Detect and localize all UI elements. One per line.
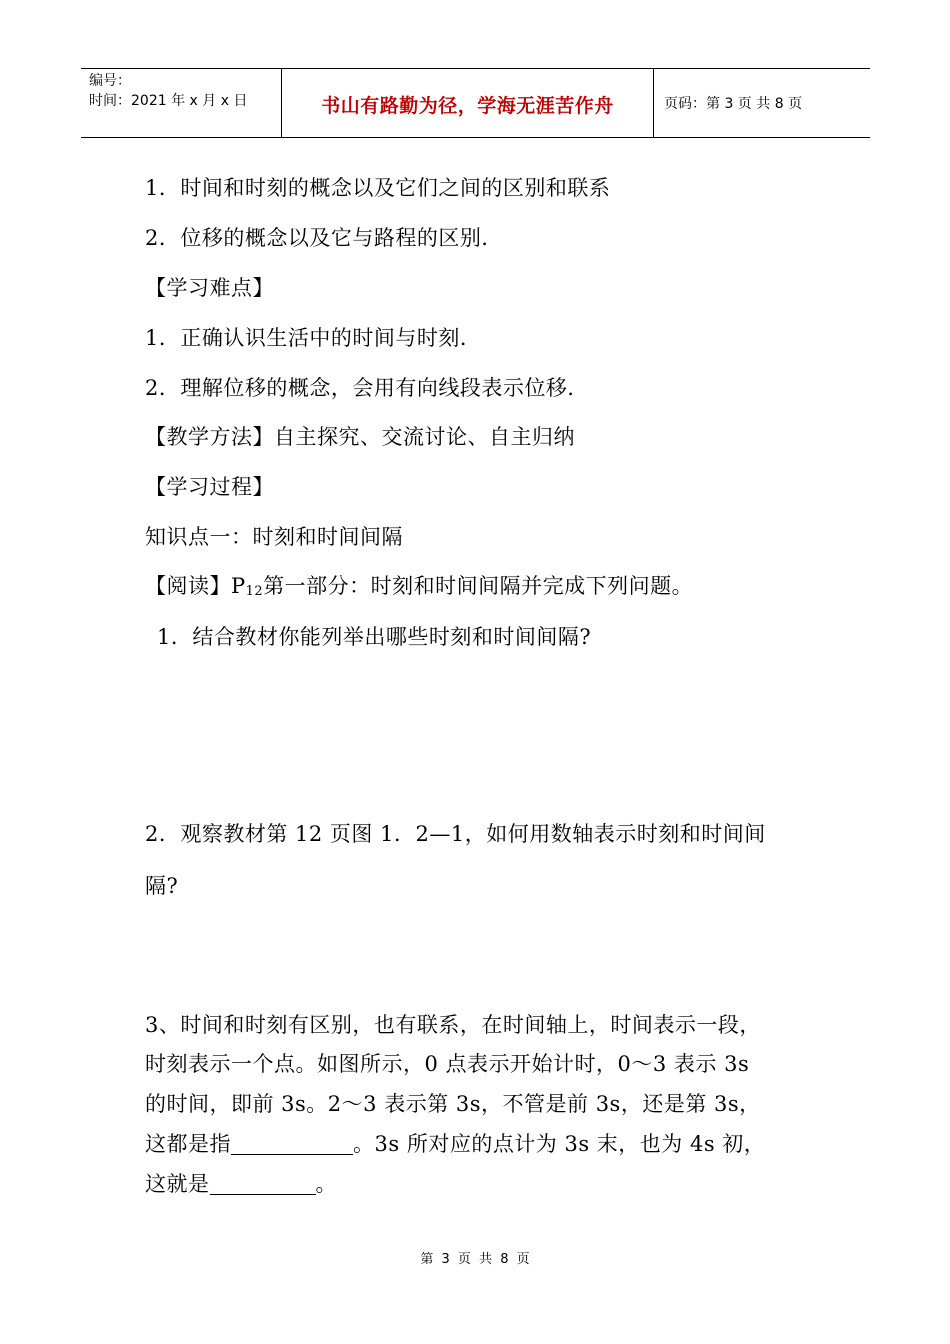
document-number: 编号： bbox=[89, 73, 131, 89]
header-table bbox=[81, 68, 870, 138]
objective-2: 2．位移的概念以及它与路程的区别． bbox=[145, 226, 503, 250]
difficulty-heading: 【学习难点】 bbox=[145, 276, 274, 300]
paragraph-3-line-5 bbox=[145, 1168, 337, 1198]
teaching-method: 【教学方法】自主探究、交流讨论、自主归纳 bbox=[145, 425, 575, 449]
header-info-cell bbox=[81, 69, 282, 137]
fill-prompt-1: 这都是指 bbox=[145, 1132, 231, 1156]
paragraph-3-line-1: 3、时间和时刻有区别，也有联系，在时间轴上，时间表示一段， bbox=[145, 1013, 761, 1037]
difficulty-2: 2．理解位移的概念，会用有向线段表示位移． bbox=[145, 376, 589, 400]
question-2-line-2: 隔? bbox=[145, 874, 179, 898]
paragraph-3-line-3: 的时间，即前 3s。2～3 表示第 3s，不管是前 3s，还是第 3s， bbox=[145, 1092, 761, 1116]
paragraph-3-line-4 bbox=[145, 1128, 765, 1158]
paragraph-3-line-2: 时刻表示一个点。如图所示，0 点表示开始计时，0～3 表示 3s bbox=[145, 1052, 750, 1076]
fill-suffix-2: 。 bbox=[315, 1172, 337, 1196]
fill-prompt-2: 这就是 bbox=[145, 1172, 210, 1196]
reading-rest: 第一部分：时刻和时间间隔并完成下列问题。 bbox=[263, 574, 694, 598]
question-1: 1．结合教材你能列举出哪些时刻和时间间隔? bbox=[157, 625, 592, 649]
process-heading: 【学习过程】 bbox=[145, 475, 274, 499]
reading-instruction bbox=[145, 570, 693, 600]
header-page-info: 页码：第 3 页 共 8 页 bbox=[664, 96, 803, 112]
knowledge-point-title: 知识点一：时刻和时间间隔 bbox=[145, 525, 403, 549]
objective-1: 1．时间和时刻的概念以及它们之间的区别和联系 bbox=[145, 176, 611, 200]
page-footer: 第 3 页 共 8 页 bbox=[420, 1252, 530, 1267]
reading-prefix: 【阅读】P bbox=[145, 574, 246, 598]
motto: 书山有路勤为径，学海无涯苦作舟 bbox=[321, 95, 614, 117]
difficulty-1: 1．正确认识生活中的时间与时刻． bbox=[145, 326, 482, 350]
header-page-cell bbox=[654, 69, 870, 137]
document-date: 时间：2021 年 x 月 x 日 bbox=[89, 93, 248, 109]
fill-blank-1[interactable] bbox=[231, 1134, 353, 1155]
header-motto-cell bbox=[282, 69, 654, 137]
fill-blank-2[interactable] bbox=[210, 1174, 316, 1195]
question-2-line-1: 2．观察教材第 12 页图 1．2—1，如何用数轴表示时刻和时间间 bbox=[145, 822, 766, 846]
reading-page-subscript: 12 bbox=[245, 584, 264, 599]
fill-suffix-1: 。3s 所对应的点计为 3s 末，也为 4s 初， bbox=[353, 1132, 766, 1156]
